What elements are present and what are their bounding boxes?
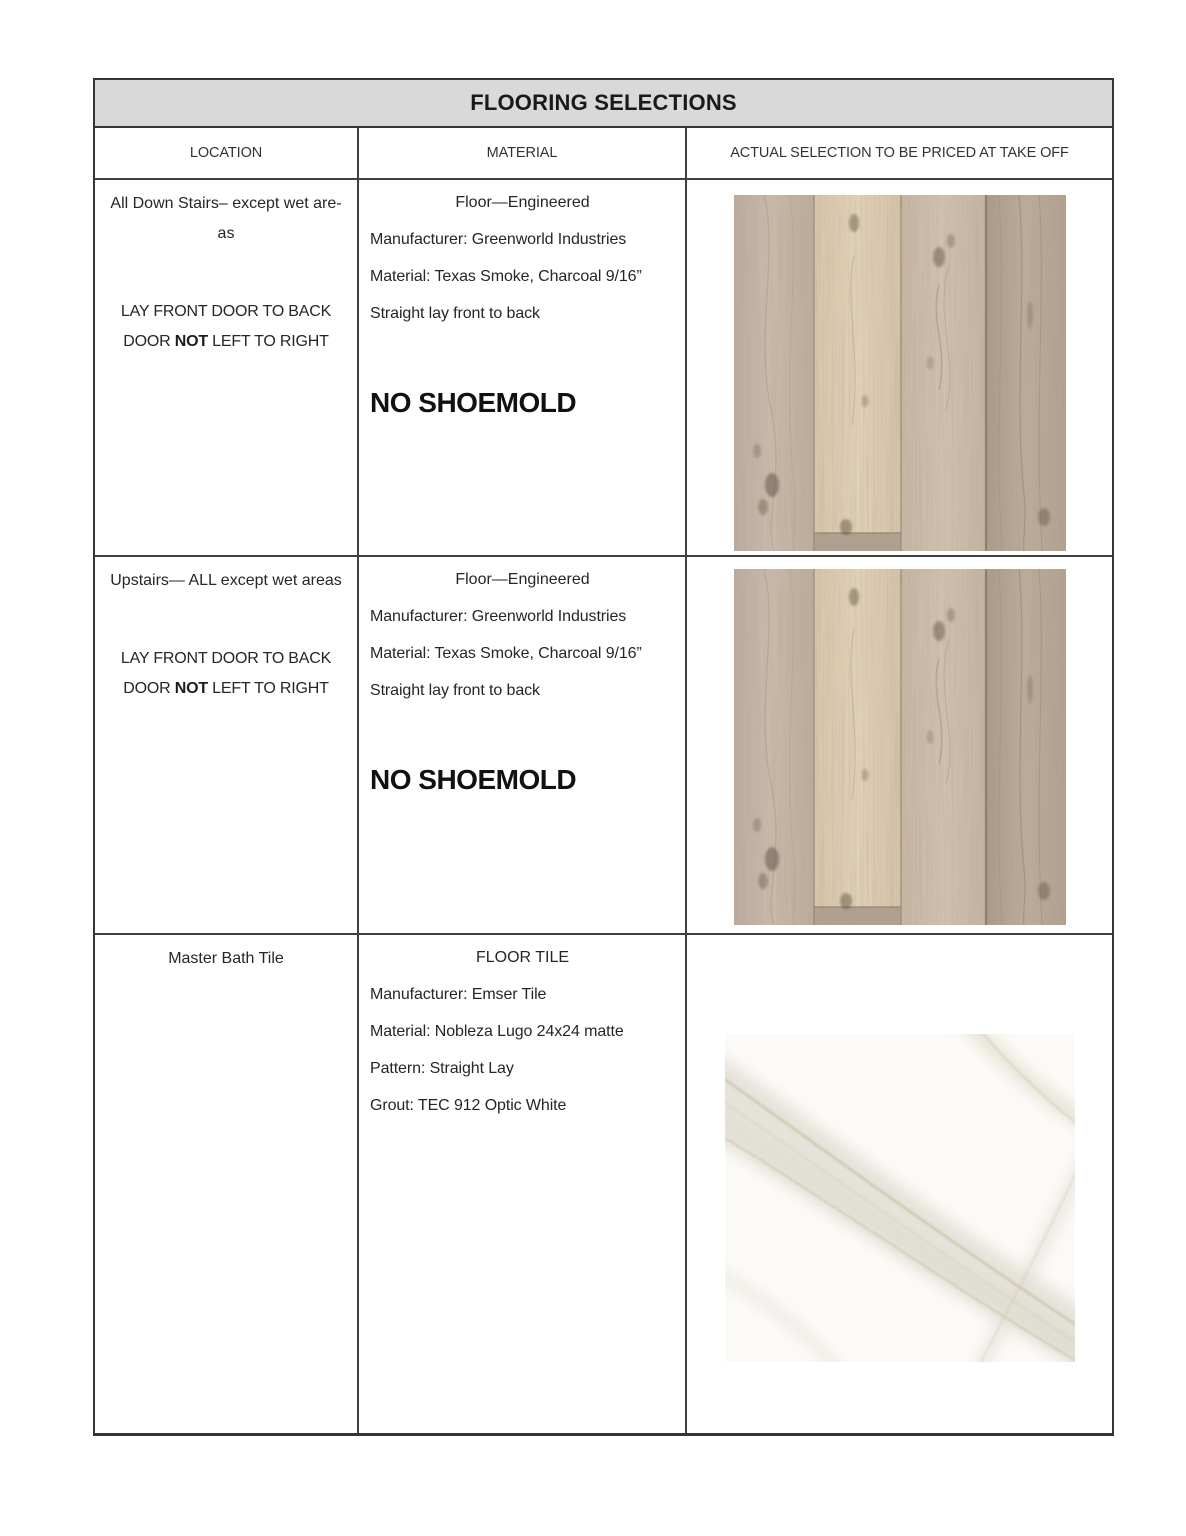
- marble-tile-sample-image: [725, 1034, 1075, 1362]
- row1-material-manufacturer: Manufacturer: Greenworld Industries: [370, 231, 627, 248]
- row2-material-material: Material: Texas Smoke, Charcoal 9/16”: [370, 645, 642, 662]
- row1-material-material: Material: Texas Smoke, Charcoal 9/16”: [370, 268, 642, 285]
- row2-material-manufacturer: Manufacturer: Greenworld Industries: [370, 608, 627, 625]
- row2-material-heading: Floor—Engineered: [455, 571, 590, 588]
- row1-no-shoemold-note: NO SHOEMOLD: [370, 387, 577, 418]
- column-header-location: LOCATION: [189, 145, 263, 161]
- row2-material-lay: Straight lay front to back: [370, 682, 540, 699]
- row2-no-shoemold-note: NO SHOEMOLD: [370, 764, 577, 795]
- wood-flooring-sample-image: [734, 569, 1066, 925]
- column-header-actual-selection: ACTUAL SELECTION TO BE PRICED AT TAKE OFF: [685, 128, 1112, 178]
- row1-selection-cell: [685, 178, 1112, 555]
- row1-material-lay: Straight lay front to back: [370, 305, 540, 322]
- row2-material-cell: [357, 555, 685, 933]
- row3-selection-cell: [685, 933, 1112, 1433]
- row2-lay-instructions: LAY FRONT DOOR TO BACK DOOR NOT LEFT TO RIGHT: [120, 650, 332, 697]
- row2-location-name: Upstairs— ALL except wet areas: [110, 572, 342, 589]
- row1-material-cell: [357, 178, 685, 555]
- row3-material-grout: Grout: TEC 912 Optic White: [370, 1097, 567, 1114]
- row1-material-heading: Floor—Engineered: [455, 194, 590, 211]
- row1-location-name: All Down Stairs– except wet are- as: [110, 195, 342, 242]
- row3-material-pattern: Pattern: Straight Lay: [370, 1060, 514, 1077]
- row3-location-name: Master Bath Tile: [168, 950, 284, 967]
- row3-material-cell: [357, 933, 685, 1433]
- flooring-selections-table: [93, 78, 1114, 1436]
- row3-material-heading: FLOOR TILE: [475, 949, 570, 966]
- row2-location-cell: [95, 555, 357, 933]
- row1-location-cell: [95, 178, 357, 555]
- row3-material-manufacturer: Manufacturer: Emser Tile: [370, 986, 547, 1003]
- wood-flooring-sample-image: [734, 195, 1066, 551]
- row3-material-material: Material: Nobleza Lugo 24x24 matte: [370, 1023, 624, 1040]
- row3-location-cell: [95, 933, 357, 1433]
- table-title: FLOORING SELECTIONS: [95, 80, 1112, 128]
- column-header-material: MATERIAL: [357, 128, 685, 178]
- row2-selection-cell: [685, 555, 1112, 933]
- row1-lay-instructions: LAY FRONT DOOR TO BACK DOOR NOT LEFT TO RIGHT: [120, 303, 332, 350]
